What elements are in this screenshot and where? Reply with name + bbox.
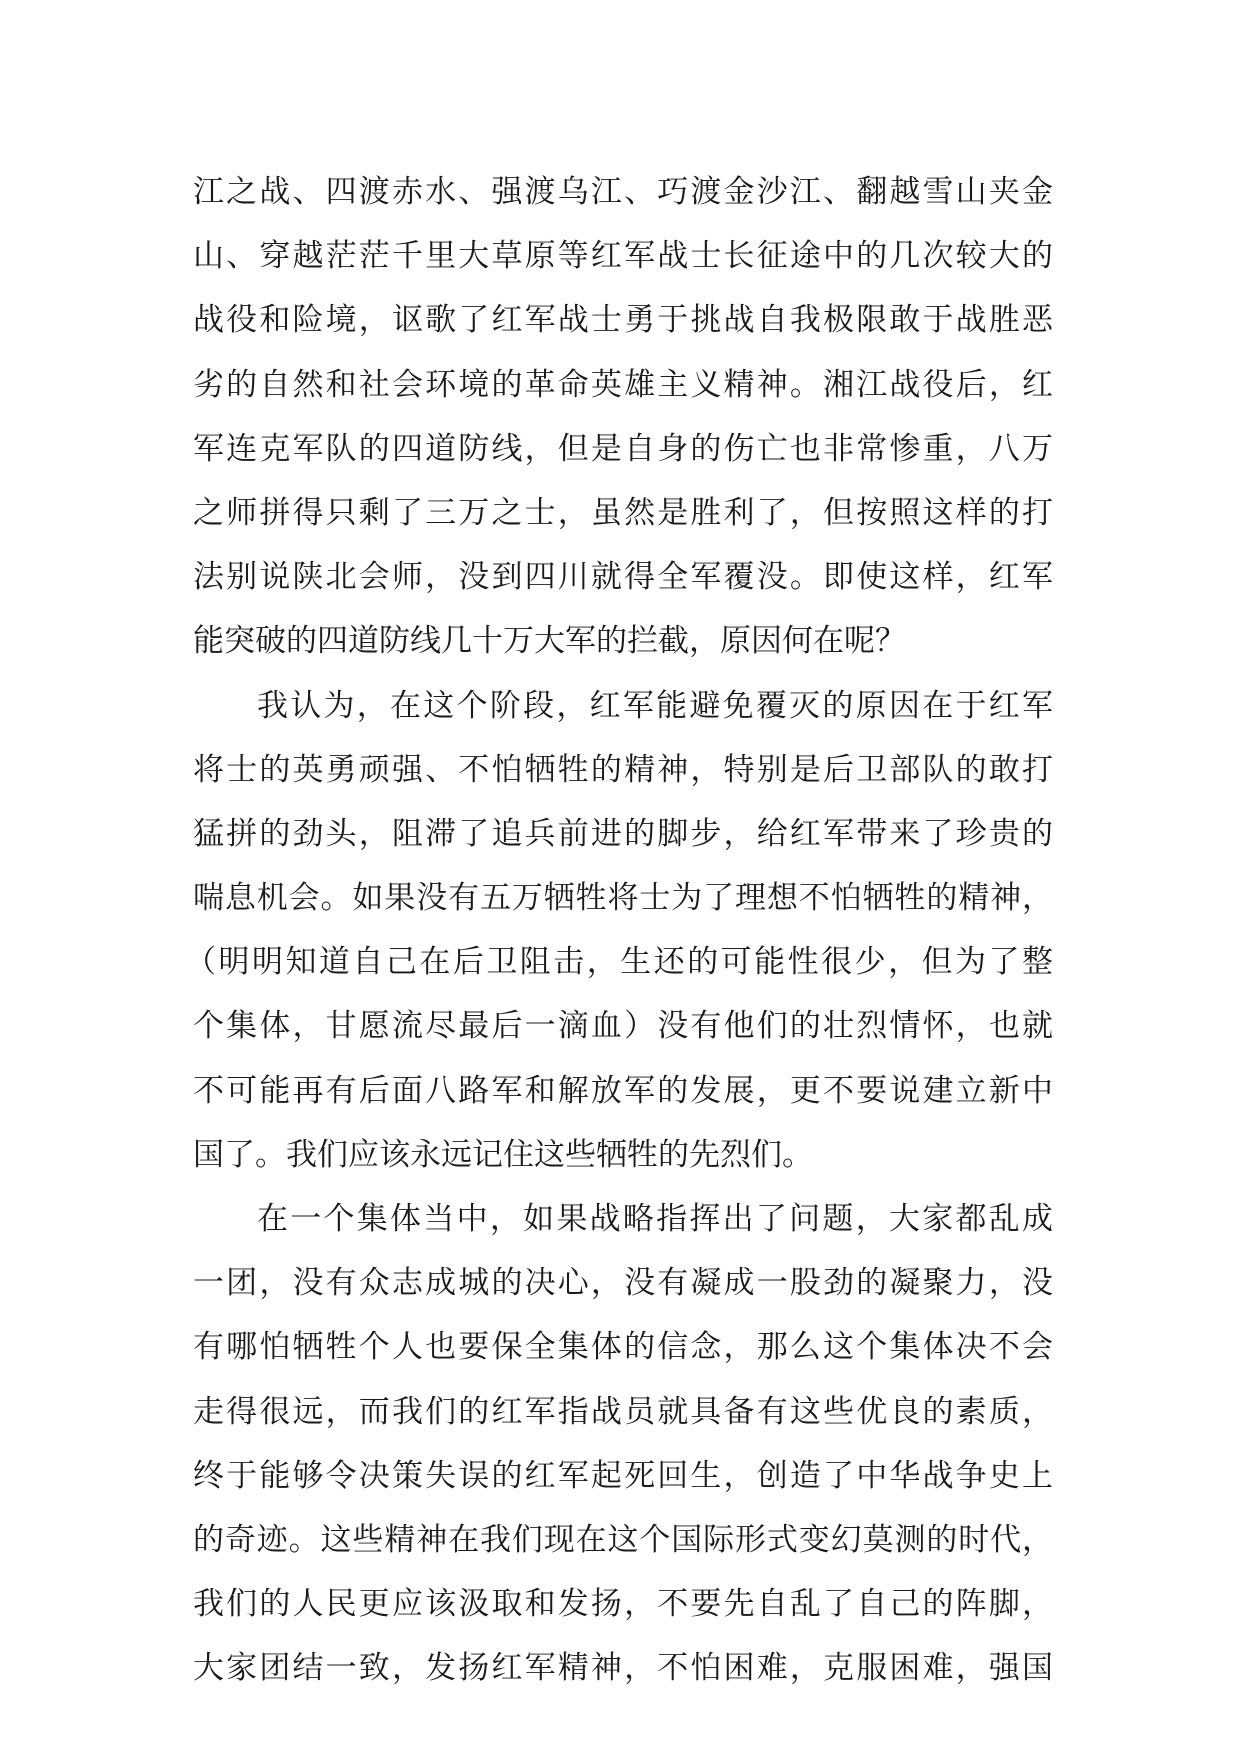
text-line: 走得很远，而我们的红军指战员就具备有这些优良的素质， (193, 1393, 1053, 1430)
text-line: 我们的人民更应该汲取和发扬，不要先自乱了自己的阵脚， (193, 1586, 1053, 1623)
text-line: 能突破的四道防线几十万大军的拦截，原因何在呢？ (193, 623, 906, 660)
text-line: 喘息机会。如果没有五万牺牲将士为了理想不怕牺牲的精神， (193, 880, 1053, 917)
text-line: 之师拼得只剩了三万之士，虽然是胜利了，但按照这样的打 (193, 494, 1053, 531)
paragraph-first-line: 我认为，在这个阶段，红军能避免覆灭的原因在于红军 (257, 687, 1053, 724)
text-line: 山、穿越茫茫千里大草原等红军战士长征途中的几次较大的 (193, 238, 1053, 275)
text-line: 战役和险境，讴歌了红军战士勇于挑战自我极限敢于战胜恶 (193, 302, 1053, 339)
paragraph-first-line: 在一个集体当中，如果战略指挥出了问题，大家都乱成 (257, 1201, 1053, 1237)
text-line: 大家团结一致，发扬红军精神，不怕困难，克服困难，强国 (193, 1650, 1053, 1687)
text-line: 猛拼的劲头，阻滞了追兵前进的脚步，给红军带来了珍贵的 (193, 815, 1053, 852)
text-line: 一团，没有众志成城的决心，没有凝成一股劲的凝聚力，没 (193, 1265, 1053, 1302)
body-text (185, 160, 1053, 1701)
text-line: 军连克军队的四道防线，但是自身的伤亡也非常惨重，八万 (193, 430, 1053, 467)
text-line: 终于能够令决策失误的红军起死回生，创造了中华战争史上 (193, 1457, 1053, 1494)
text-line: （明明知道自己在后卫阻击，生还的可能性很少，但为了整 (185, 944, 1053, 981)
text-line: 国了。我们应该永远记住这些牺牲的先烈们。 (193, 1136, 813, 1173)
text-line: 的奇迹。这些精神在我们现在这个国际形式变幻莫测的时代， (193, 1521, 1053, 1558)
text-line: 将士的英勇顽强、不怕牺牲的精神，特别是后卫部队的敢打 (193, 751, 1053, 788)
text-line: 江之战、四渡赤水、强渡乌江、巧渡金沙江、翻越雪山夹金 (193, 174, 1053, 210)
text-line: 有哪怕牺牲个人也要保全集体的信念，那么这个集体决不会 (193, 1329, 1053, 1366)
text-line: 不可能再有后面八路军和解放军的发展，更不要说建立新中 (193, 1072, 1053, 1109)
text-line: 个集体，甘愿流尽最后一滴血）没有他们的壮烈情怀，也就 (193, 1008, 1053, 1045)
text-line: 法别说陕北会师，没到四川就得全军覆没。即使这样，红军 (193, 559, 1053, 596)
text-line: 劣的自然和社会环境的革命英雄主义精神。湘江战役后，红 (193, 366, 1053, 403)
